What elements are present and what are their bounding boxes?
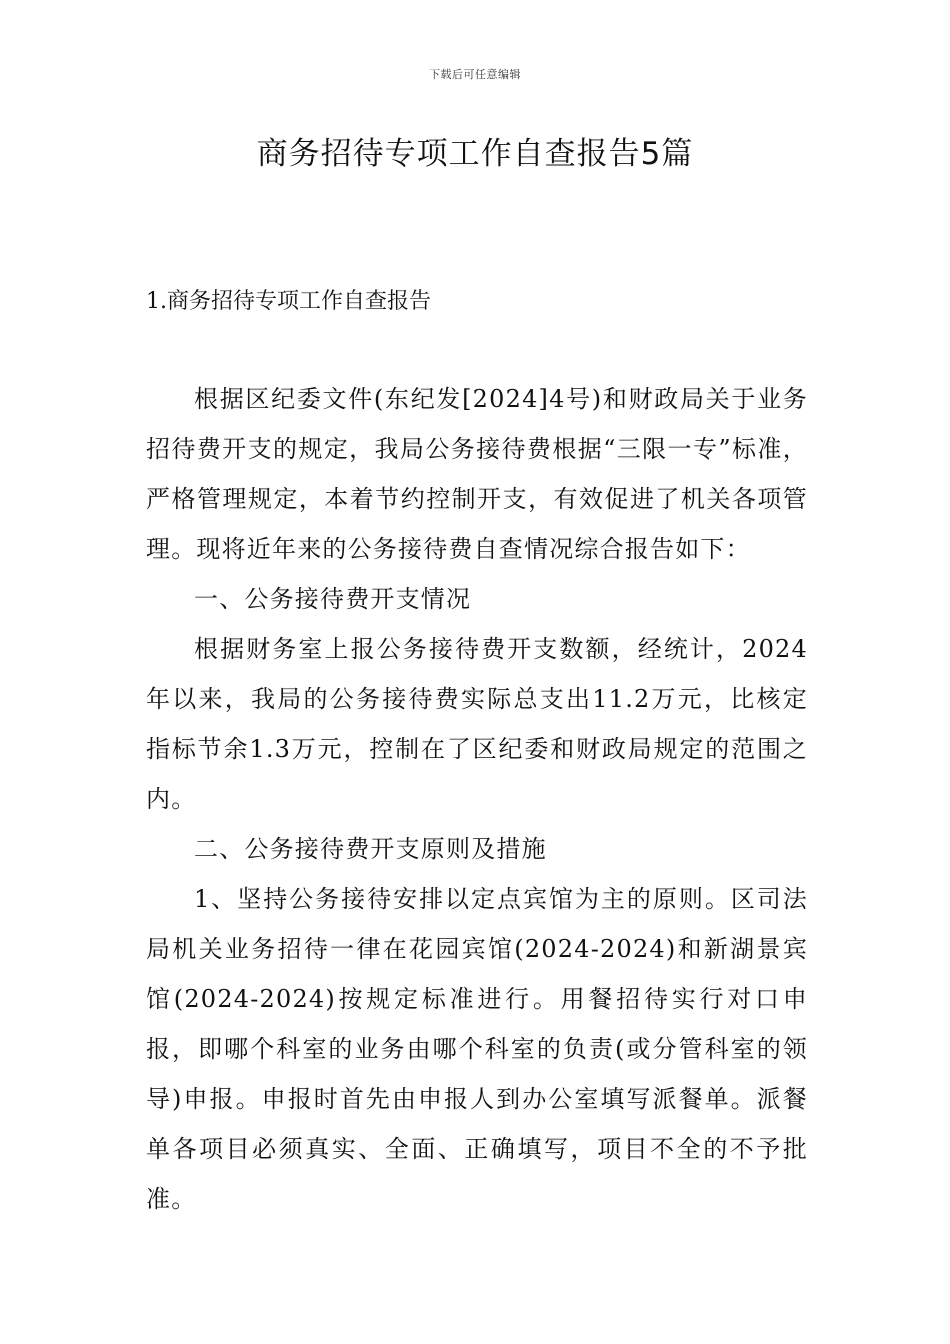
document-title: 商务招待专项工作自查报告5篇 bbox=[256, 136, 694, 172]
paragraph-expense-status: 根据财务室上报公务接待费开支数额，经统计，2024年以来，我局的公务接待费实际总支出11.2万元，比核定指标节余1.3万元，控制在了区纪委和财政局规定的范围之内。 bbox=[146, 635, 808, 813]
section-heading: 1.商务招待专项工作自查报告 bbox=[146, 289, 431, 314]
header-note: 下载后可任意编辑 bbox=[429, 68, 521, 81]
paragraph-intro: 根据区纪委文件(东纪发[2024]4号)和财政局关于业务招待费开支的规定，我局公务接待费根据“三限一专”标准，严格管理规定，本着节约控制开支，有效促进了机关各项管理。现将近年来的公务接待费自查情况综合报告如下： bbox=[146, 385, 808, 563]
document-body bbox=[146, 374, 808, 1224]
paragraph-heading-2: 二、公务接待费开支原则及措施 bbox=[194, 835, 547, 863]
paragraph-principle-1: 1、坚持公务接待安排以定点宾馆为主的原则。区司法局机关业务招待一律在花园宾馆(2024-2024)和新湖景宾馆(2024-2024)按规定标准进行。用餐招待实行对口申报，即哪个科室的业务由哪个科室的负责(或分管科室的领导)申报。申报时首先由申报人到办公室填写派餐单。派餐单各项目必须真实、全面、正确填写，项目不全的不予批准。 bbox=[146, 885, 808, 1213]
paragraph-heading-1: 一、公务接待费开支情况 bbox=[194, 585, 472, 613]
